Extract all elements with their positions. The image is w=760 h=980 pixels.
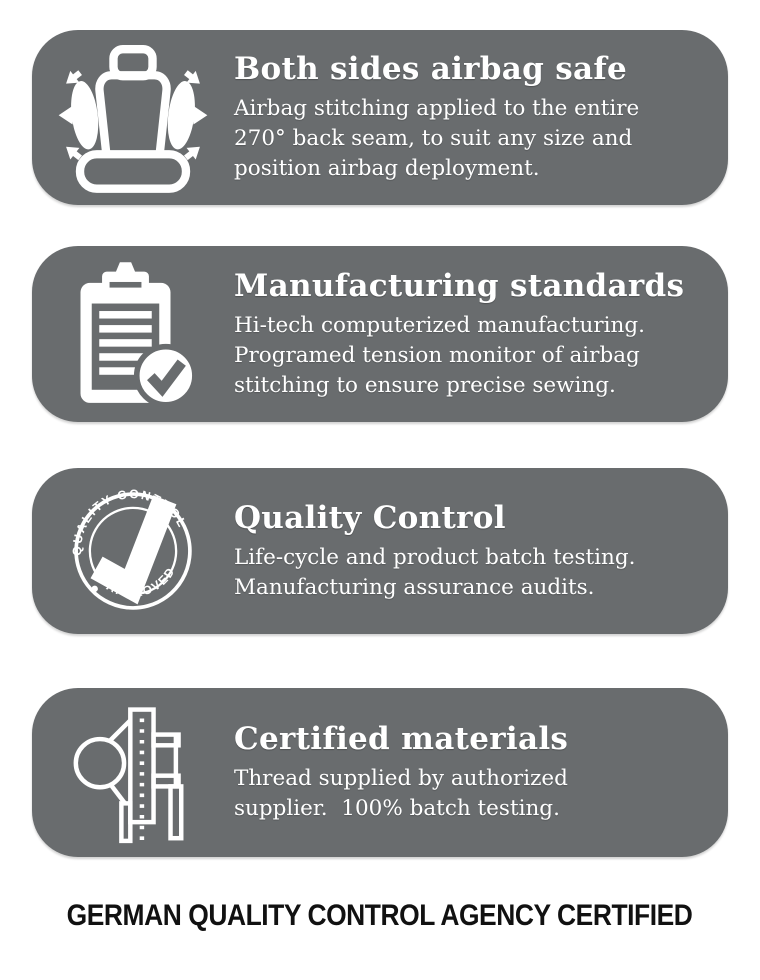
quality-control-stamp-icon-svg [55,473,211,629]
card-body-line: Programed tension monitor of airbag [234,342,640,368]
stamp-top-text: QUALITY CONTROL [70,487,190,556]
side-airbag-seat-icon [32,42,234,194]
card-title: Certified materials [234,721,569,757]
feature-card-certified-materials [32,688,728,857]
footer-banner [0,899,760,933]
clipboard-checklist-icon-svg [58,255,208,413]
card-body-line: Manufacturing assurance audits. [234,574,595,600]
card-body-line: supplier. 100% batch testing. [234,796,560,821]
vernier-caliper-icon [32,695,234,851]
card-title: Both sides airbag safe [234,51,628,87]
card-text-quality-control [234,500,728,603]
card-title: Quality Control [234,499,506,536]
card-body-line: 270° back seam, to suit any size and [234,126,633,151]
clipboard-checklist-icon [32,255,234,413]
stamp-bottom-text: APPROVED [104,564,179,600]
card-body-line: Airbag stitching applied to the entire [234,96,640,121]
feature-card-quality-control [32,468,728,634]
vernier-caliper-icon-svg [66,695,200,851]
card-text-certified-materials [234,721,728,824]
card-text-manufacturing [234,268,728,401]
feature-card-manufacturing [32,246,728,422]
footer-certification-text: GERMAN QUALITY CONTROL AGENCY CERTIFIED [67,899,693,932]
quality-control-stamp-icon [32,473,234,629]
card-title: Manufacturing standards [234,267,685,304]
side-airbag-seat-icon-svg [54,42,212,194]
card-body-line: Life-cycle and product batch testing. [234,544,636,570]
card-text-airbag-safe [234,51,728,184]
card-body-line: position airbag deployment. [234,156,540,181]
card-body-line: Thread supplied by authorized [234,766,568,791]
feature-card-airbag-safe [32,30,728,205]
card-body-line: Hi-tech computerized manufacturing. [234,312,645,338]
card-body-line: stitching to ensure precise sewing. [234,372,616,398]
